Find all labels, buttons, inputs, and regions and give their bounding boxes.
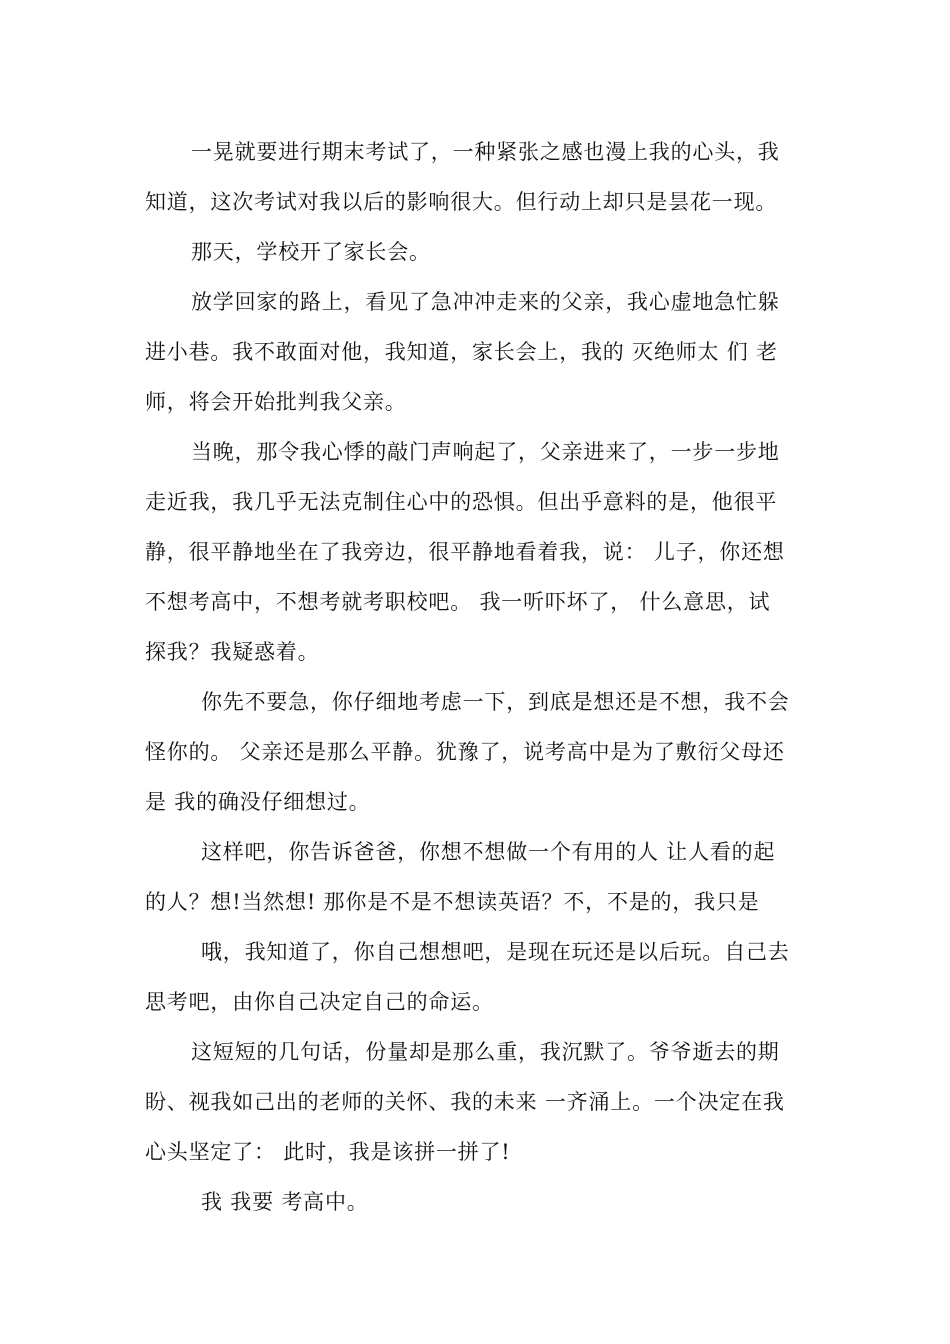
text-line: 走近我，我几乎无法克制住心中的恐惧。但出乎意料的是，他很平 bbox=[145, 490, 778, 514]
text-line: 我 我要 考高中。 bbox=[201, 1190, 369, 1214]
text-line: 这短短的几句话，份量却是那么重，我沉默了。爷爷逝去的期 bbox=[191, 1040, 780, 1064]
text-line: 那天，学校开了家长会。 bbox=[191, 240, 431, 264]
text-line: 你先不要急，你仔细地考虑一下，到底是想还是不想，我不会 bbox=[201, 690, 790, 714]
text-line: 思考吧，由你自己决定自己的命运。 bbox=[145, 990, 494, 1014]
text-line: 放学回家的路上，看见了急冲冲走来的父亲，我心虚地急忙躲 bbox=[191, 290, 780, 314]
text-line: 怪你的。 父亲还是那么平静。犹豫了，说考高中是为了敷衍父母还 bbox=[145, 740, 785, 764]
text-line: 知道，这次考试对我以后的影响很大。但行动上却只是昙花一现。 bbox=[145, 190, 778, 214]
text-line: 是 我的确没仔细想过。 bbox=[145, 790, 371, 814]
text-line: 盼、视我如己出的老师的关怀、我的未来 一齐涌上。一个决定在我 bbox=[145, 1090, 785, 1114]
text-line: 心头坚定了： 此时，我是该拼一拼了! bbox=[145, 1140, 511, 1164]
text-line: 这样吧，你告诉爸爸，你想不想做一个有用的人 让人看的起 bbox=[201, 840, 776, 864]
text-line: 师，将会开始批判我父亲。 bbox=[145, 390, 407, 414]
text-line: 哦，我知道了，你自己想想吧，是现在玩还是以后玩。自己去 bbox=[201, 940, 790, 964]
text-line: 进小巷。我不敢面对他，我知道，家长会上，我的 灭绝师太 们 老 bbox=[145, 340, 778, 364]
text-line: 静，很平静地坐在了我旁边，很平静地看着我，说： 儿子，你还想 bbox=[145, 540, 785, 564]
text-line: 当晚，那令我心悸的敲门声响起了，父亲进来了，一步一步地 bbox=[191, 440, 780, 464]
text-line: 不想考高中，不想考就考职校吧。 我一听吓坏了， 什么意思，试 bbox=[145, 590, 771, 614]
text-line: 一晃就要进行期末考试了，一种紧张之感也漫上我的心头，我 bbox=[191, 140, 780, 164]
text-line: 探我？我疑惑着。 bbox=[145, 640, 320, 664]
text-line: 的人？想!当然想! 那你是不是不想读英语？不，不是的，我只是 bbox=[145, 890, 760, 914]
